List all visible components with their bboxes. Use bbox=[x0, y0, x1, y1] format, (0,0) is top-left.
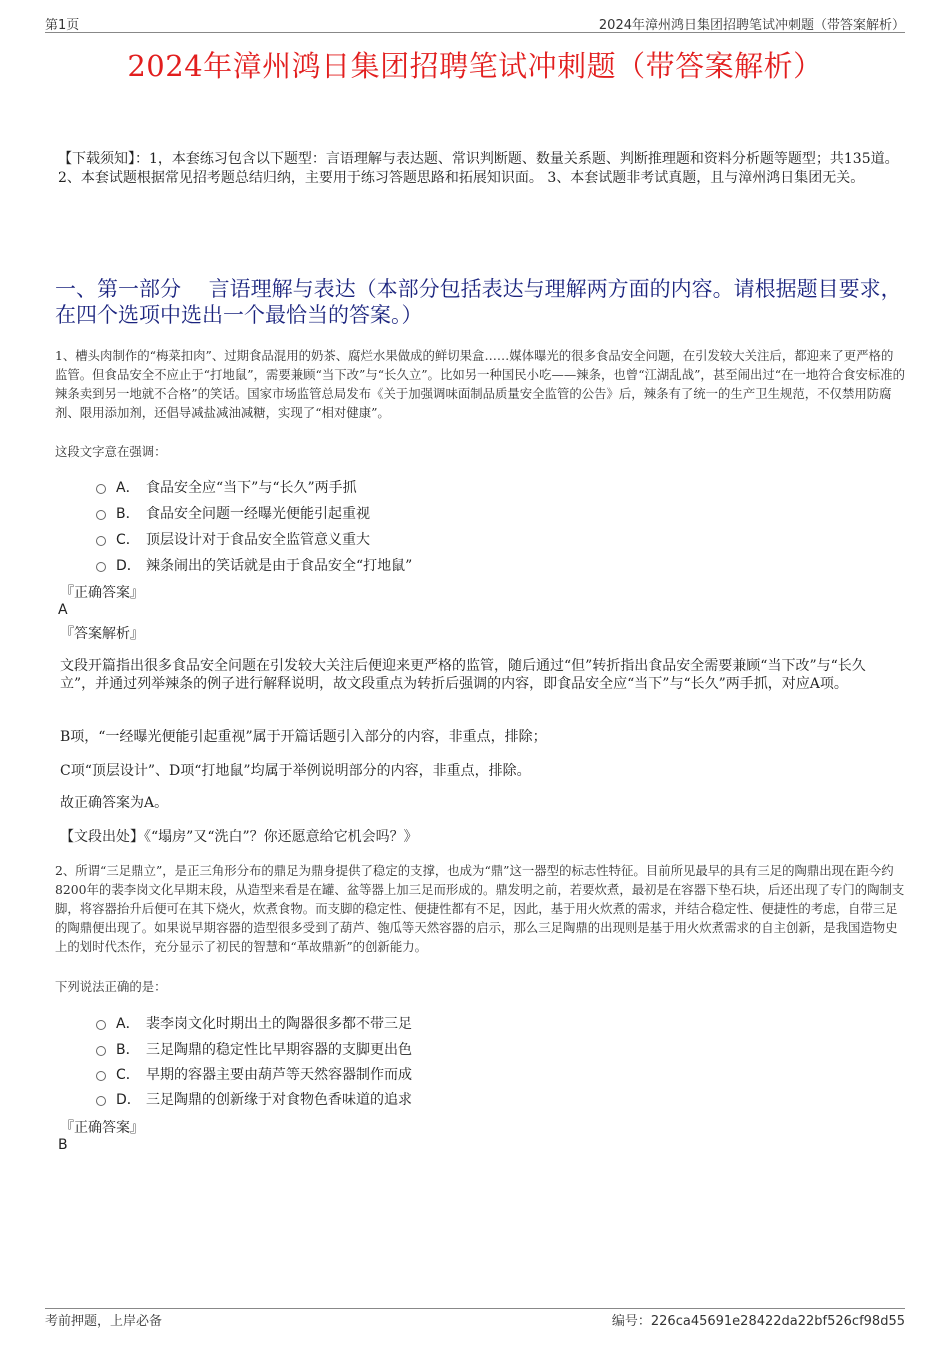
option-text: 辣条闹出的笑话就是由于食品安全“打地鼠” bbox=[146, 558, 413, 574]
radio-icon[interactable] bbox=[96, 510, 106, 520]
option-key: A． bbox=[116, 480, 140, 496]
q2-answer: B bbox=[58, 1137, 68, 1153]
option-text: 食品安全问题一经曝光便能引起重视 bbox=[146, 506, 370, 522]
q2-answer-label: 『正确答案』 bbox=[60, 1120, 144, 1136]
question-2-stem: 2、所谓“三足鼎立”，是正三角形分布的鼎足为鼎身提供了稳定的支撑，也成为“鼎”这一器型的标志性特征。目前所见最早的具有三足的陶鼎出现在距今约8200年的裴李岗文化早期末段，从造型来看是在罐、盆等器上加三足而形成的。鼎发明之前，若要炊煮，最初是在容器下垫石块，后还出现了专门的陶制支脚，将容器抬升后便可在其下烧火，炊煮食物。而支脚的稳定性、便捷性都有不足，因此，基于用火炊煮的需求，并结合稳定性、便捷性的考虑，自带三足的陶鼎便出现了。如果说早期容器的造型很多受到了葫芦、匏瓜等天然容器的启示，那么三足陶鼎的出现则是基于用火炊煮需求的自主创新，是我国造物史上的划时代杰作，充分显示了初民的智慧和“革故鼎新”的创新能力。 bbox=[55, 863, 905, 954]
q1-option-d[interactable] bbox=[96, 555, 412, 575]
option-text: 早期的容器主要由葫芦等天然容器制作而成 bbox=[146, 1067, 412, 1083]
q2-option-d[interactable] bbox=[96, 1089, 412, 1109]
q2-option-a[interactable] bbox=[96, 1013, 412, 1033]
section-heading: 一、第一部分 言语理解与表达（本部分包括表达与理解两方面的内容。请根据题目要求，在四个选项中选出一个最恰当的答案。） bbox=[55, 277, 902, 327]
q1-answer: A bbox=[58, 602, 68, 618]
q1-analysis-paragraph: C项“顶层设计”、D项“打地鼠”均属于举例说明部分的内容，非重点，排除。 bbox=[60, 763, 531, 779]
q2-option-c[interactable] bbox=[96, 1064, 412, 1084]
option-key: C． bbox=[116, 1067, 140, 1083]
option-key: D． bbox=[116, 1092, 141, 1108]
question-1-ask: 这段文字意在强调： bbox=[55, 444, 167, 459]
q1-option-a[interactable] bbox=[96, 477, 357, 497]
radio-icon[interactable] bbox=[96, 1020, 106, 1030]
footer-divider bbox=[45, 1308, 905, 1309]
footer-doc-id: 编号：226ca45691e28422da22bf526cf98d55 bbox=[611, 1314, 905, 1329]
option-text: 三足陶鼎的稳定性比早期容器的支脚更出色 bbox=[146, 1042, 412, 1058]
q1-answer-label: 『正确答案』 bbox=[60, 585, 144, 601]
q2-option-b[interactable] bbox=[96, 1039, 412, 1059]
radio-icon[interactable] bbox=[96, 562, 106, 572]
footer-slogan: 考前押题，上岸必备 bbox=[45, 1314, 163, 1329]
option-text: 食品安全应“当下”与“长久”两手抓 bbox=[146, 480, 357, 496]
page-number: 第1页 bbox=[45, 18, 80, 33]
question-1-stem: 1、槽头肉制作的“梅菜扣肉”、过期食品混用的奶茶、腐烂水果做成的鲜切果盒……媒体曝光的很多食品安全问题，在引发较大关注后，都迎来了更严格的监管。但食品安全不应止于“打地鼠”，需要兼顾“当下改”与“长久立”。比如另一种国民小吃——辣条，也曾“江湖乱战”，甚至闹出过“在一地符合食安标准的辣条卖到另一地就不合格”的笑话。国家市场监管总局发布《关于加强调味面制品质量安全监管的公告》后，辣条有了统一的生产卫生规范，不仅禁用防腐剂、限用添加剂，还倡导减盐减油减糖，实现了“相对健康”。 bbox=[55, 348, 906, 420]
header-divider bbox=[45, 32, 905, 33]
radio-icon[interactable] bbox=[96, 484, 106, 494]
q1-analysis-paragraph: 文段开篇指出很多食品安全问题在引发较大关注后便迎来更严格的监管，随后通过“但”转折指出食品安全需要兼顾“当下改”与“长久立”，并通过列举辣条的例子进行解释说明，故文段重点为转折后强调的内容，即食品安全应“当下”与“长久”两手抓，对应A项。 bbox=[60, 658, 866, 692]
page-title: 2024年漳州鸿日集团招聘笔试冲刺题（带答案解析） bbox=[127, 49, 823, 83]
radio-icon[interactable] bbox=[96, 1071, 106, 1081]
q1-option-c[interactable] bbox=[96, 529, 370, 549]
q1-analysis-paragraph: 故正确答案为A。 bbox=[60, 795, 169, 811]
download-notice: 【下载须知】：1，本套练习包含以下题型：言语理解与表达题、常识判断题、数量关系题、判断推理题和资料分析题等题型；共135道。 2、本套试题根据常见招考题总结归纳，主要用于练习答题思路和拓展知识面。 3、本套试题非考试真题，且与漳州鸿日集团无关。 bbox=[58, 151, 899, 186]
option-key: C． bbox=[116, 532, 140, 548]
radio-icon[interactable] bbox=[96, 1096, 106, 1106]
q1-analysis-paragraph: B项，“一经曝光便能引起重视”属于开篇话题引入部分的内容，非重点，排除； bbox=[60, 729, 547, 745]
option-key: D． bbox=[116, 558, 141, 574]
radio-icon[interactable] bbox=[96, 1046, 106, 1056]
option-text: 三足陶鼎的创新缘于对食物色香味道的追求 bbox=[146, 1092, 412, 1108]
header-doc-title: 2024年漳州鸿日集团招聘笔试冲刺题（带答案解析） bbox=[598, 18, 905, 33]
option-key: A． bbox=[116, 1016, 140, 1032]
q1-source: 【文段出处】《“塌房”又“洗白”？你还愿意给它机会吗？》 bbox=[60, 829, 418, 845]
option-key: B． bbox=[116, 1042, 140, 1058]
q1-analysis-label: 『答案解析』 bbox=[60, 626, 144, 642]
option-text: 裴李岗文化时期出土的陶器很多都不带三足 bbox=[146, 1016, 412, 1032]
q1-option-b[interactable] bbox=[96, 503, 370, 523]
question-2-ask: 下列说法正确的是： bbox=[55, 979, 167, 994]
option-key: B． bbox=[116, 506, 140, 522]
radio-icon[interactable] bbox=[96, 536, 106, 546]
option-text: 顶层设计对于食品安全监管意义重大 bbox=[146, 532, 370, 548]
